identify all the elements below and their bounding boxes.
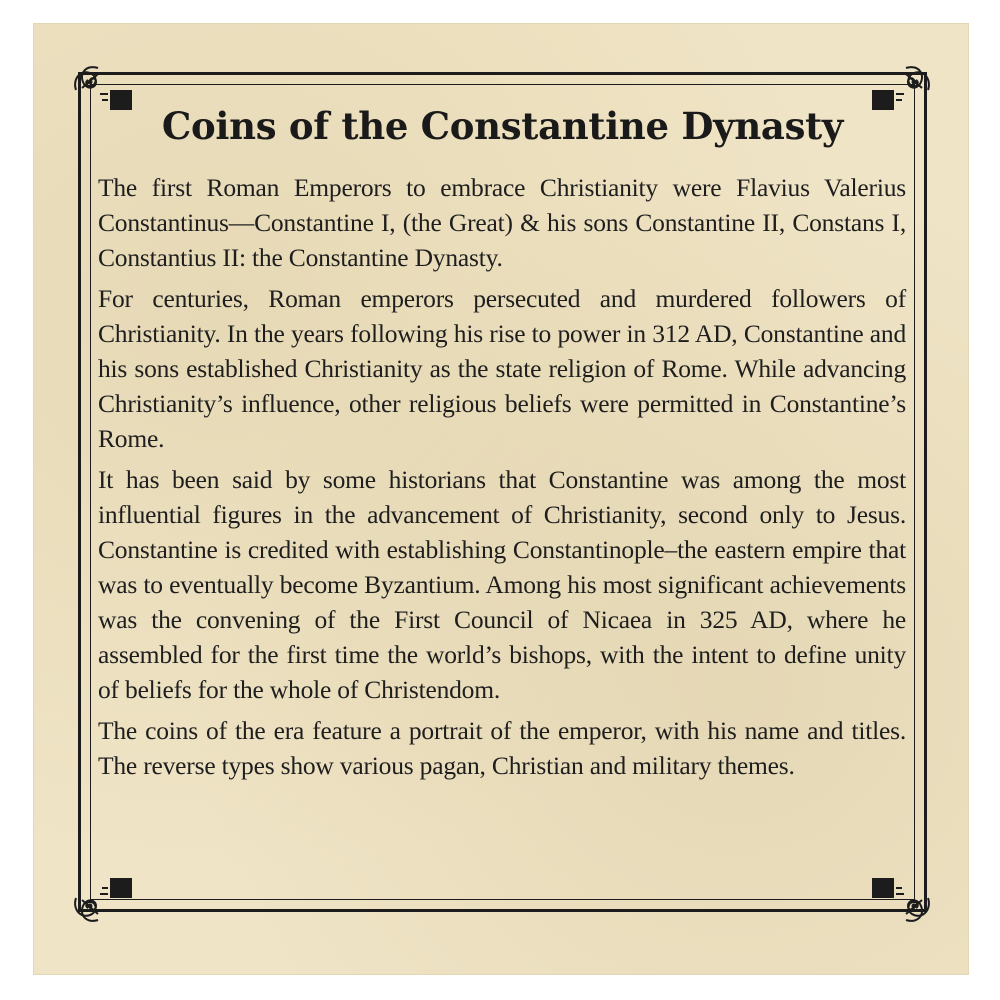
paragraph-influence: It has been said by some historians that Constantine was among the most influential figures in the advancement of Christianity, second only to Jesus. Constantine is credited with establishing Constantinople–the eastern empire that was to eventually become Byzantium. Among his most significant achievements was the convening of the First Council of Nicaea in 325 AD, where he assembled for the first time the world’s bishops, with the intent to define unity of beliefs for the whole of Christendom. (98, 465, 906, 704)
certificate-title: Coins of the Constantine Dynasty (161, 104, 844, 148)
paragraph-persecution: For centuries, Roman emperors persecuted and murdered followers of Christianity. In the years following his rise to power in 312 AD, Constantine and his sons established Christianity as the state religion of Rome. While advancing Christianity’s influence, other religious beliefs were permitted in Constantine’s Rome. (98, 284, 906, 453)
fleur-de-lis-icon (68, 868, 138, 928)
paragraph-coins: The coins of the era feature a portrait of the emperor, with his name and titles. The reverse types show various pagan, Christian and military themes. (98, 716, 906, 780)
paragraph-intro: The first Roman Emperors to embrace Christianity were Flavius Valerius Constantinus—Constantine I, (the Great) & his sons Constantine II, Constans I, Constantius II: the Constantine Dynasty. (98, 173, 906, 272)
certificate-body (98, 170, 906, 789)
fleur-de-lis-icon (866, 868, 936, 928)
